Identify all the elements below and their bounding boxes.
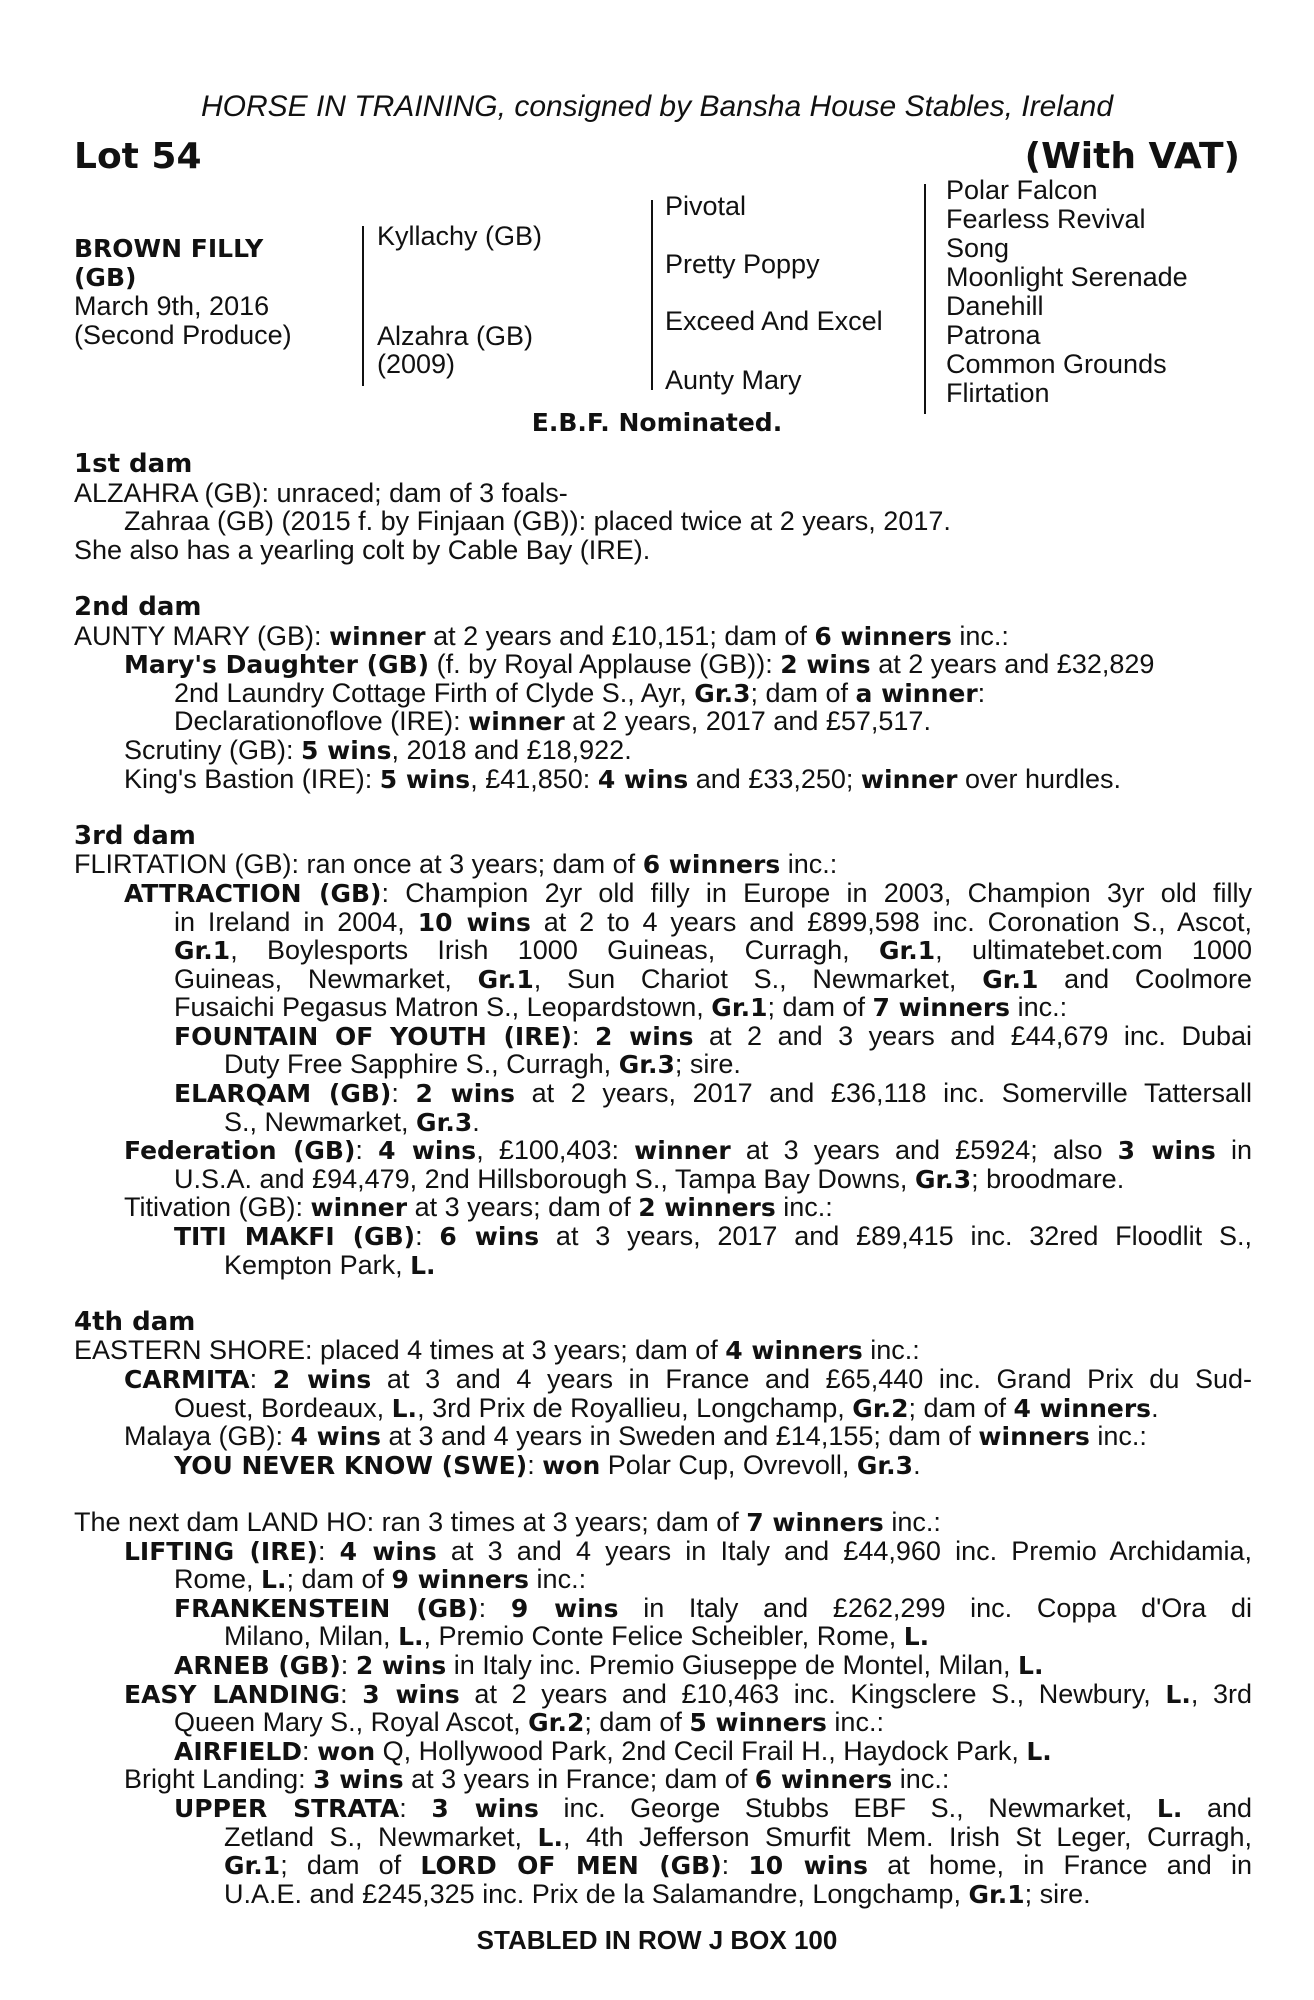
text: at 2 years, 2017 and £57,517.: [564, 706, 931, 737]
catalogue-line: [74, 1765, 1252, 1794]
bold-text: L.: [410, 1250, 436, 1280]
text: U.S.A. and £94,479, 2nd Hillsborough S., Tampa Bay Downs,: [174, 1163, 915, 1194]
text: at 3 years; dam of: [407, 1192, 639, 1223]
text: at 2 years and £32,829: [870, 649, 1155, 680]
text: , Boylesports Irish 1000 Guineas, Curragh,: [230, 935, 879, 966]
foaling-date: March 9th, 2016: [74, 291, 270, 321]
bold-text: LIFTING (IRE): [124, 1536, 318, 1566]
bold-text: 4 wins: [597, 764, 689, 794]
text: FLIRTATION (GB): ran once at 3 years; dam of: [74, 849, 643, 880]
pedigree-divider-1: [362, 226, 364, 386]
bold-text: Gr.3: [416, 1107, 473, 1137]
text: :: [302, 1735, 318, 1766]
catalogue-line: [74, 1108, 1252, 1137]
catalogue-line: [74, 1537, 1252, 1566]
bold-text: L.: [1018, 1650, 1044, 1680]
bold-text: Gr.1: [477, 964, 534, 994]
bold-text: Gr.1: [711, 993, 768, 1023]
bold-text: 7 winners: [872, 993, 1011, 1023]
text: Fusaichi Pegasus Matron S., Leopardstown,: [174, 992, 712, 1023]
section-heading: 3rd dam: [74, 820, 196, 851]
text: inc.:: [529, 1564, 587, 1595]
vat-label: (With VAT): [1024, 136, 1240, 177]
text: at 2 years and £10,151; dam of: [425, 620, 815, 651]
text: and: [1182, 1792, 1253, 1823]
bold-text: winner: [860, 764, 958, 794]
text: Duty Free Sapphire S., Curragh,: [224, 1049, 619, 1080]
catalogue-line: [74, 622, 1252, 651]
bold-text: 10 wins: [417, 907, 531, 937]
section-heading: 4th dam: [74, 1306, 196, 1337]
text: 2nd Laundry Cottage Firth of Clyde S., Ayr,: [174, 677, 695, 708]
bold-text: Gr.2: [852, 1393, 909, 1423]
catalogue-line: [74, 1622, 1252, 1651]
text: Malaya (GB):: [124, 1421, 291, 1452]
bold-text: Gr.3: [914, 1164, 972, 1194]
bold-text: winner: [468, 707, 565, 737]
text: , 3rd: [1190, 1678, 1253, 1709]
text: , ultimatebet.com 1000: [935, 935, 1252, 966]
bold-text: L.: [1026, 1736, 1052, 1766]
bold-text: L.: [1165, 1679, 1191, 1709]
catalogue-line: [74, 1050, 1252, 1079]
bold-text: UPPER STRATA: [174, 1793, 400, 1823]
text: ; sire.: [674, 1049, 741, 1080]
catalogue-line: [74, 1680, 1252, 1709]
text: ; dam of: [908, 1392, 1014, 1423]
bold-text: CARMITA: [124, 1365, 250, 1394]
catalogue-line: [74, 1708, 1252, 1737]
text: ; dam of: [750, 677, 856, 708]
text: inc.:: [1089, 1421, 1147, 1452]
catalogue-line: [74, 1251, 1252, 1280]
bold-text: L.: [391, 1393, 418, 1423]
text: ; dam of: [767, 992, 873, 1023]
bold-text: L.: [398, 1622, 424, 1652]
text: : Champion 2yr old filly in Europe in 2003, Champion 3yr old filly: [381, 877, 1252, 908]
text: S., Newmarket,: [224, 1106, 417, 1137]
catalogue-line: [74, 1165, 1252, 1194]
bold-text: Federation (GB): [124, 1136, 356, 1166]
text: Q, Hollywood Park, 2nd Cecil Frail H., Haydock Park,: [375, 1735, 1027, 1766]
bold-text: EASY LANDING: [124, 1679, 341, 1709]
pedigree-gen3: Moonlight Serenade: [946, 262, 1188, 292]
catalogue-line: [74, 1136, 1252, 1165]
text: Zahraa (GB) (2015 f. by Finjaan (GB)): placed twice at 2 years, 2017.: [124, 506, 951, 537]
text: :: [355, 1135, 379, 1166]
text: at home, in France and in: [867, 1850, 1253, 1881]
dam-year: (2009): [377, 349, 456, 379]
bold-text: winner: [310, 1193, 408, 1223]
text: :: [249, 1364, 273, 1394]
text: .: [472, 1106, 480, 1137]
catalogue-line: [74, 1365, 1252, 1394]
catalogue-line: [74, 1737, 1252, 1766]
text: , £41,850:: [470, 763, 598, 794]
pedigree-gen2: Pretty Poppy: [665, 249, 820, 279]
section-gap: [74, 564, 1252, 593]
bold-text: AIRFIELD: [174, 1736, 303, 1766]
catalogue-line: [74, 1336, 1252, 1365]
catalogue-line: [74, 1022, 1252, 1051]
pedigree-gen3: Patrona: [946, 320, 1041, 350]
text: :: [527, 1449, 543, 1480]
catalogue-line: [74, 1222, 1252, 1251]
catalogue-line: [74, 1508, 1252, 1537]
text: :: [571, 1020, 595, 1051]
bold-text: 5 wins: [379, 764, 471, 794]
text: and £33,250;: [688, 763, 861, 794]
bold-text: 2 wins: [415, 1079, 516, 1109]
catalogue-line: [74, 479, 1252, 508]
stabling-info: STABLED IN ROW J BOX 100: [476, 1925, 838, 1955]
section-heading: 1st dam: [74, 449, 193, 479]
catalogue-line: [74, 908, 1252, 937]
text: The next dam LAND HO: ran 3 times at 3 years; dam of: [74, 1506, 747, 1537]
text: in Ireland in 2004,: [174, 906, 418, 937]
catalogue-line: [74, 679, 1252, 708]
text: at 3 years and £5924; also: [730, 1135, 1118, 1166]
bold-text: 4 winners: [1013, 1393, 1152, 1423]
text: , 2018 and £18,922.: [391, 734, 632, 765]
catalogue-line: [74, 1880, 1252, 1909]
section-gap: [74, 1279, 1252, 1308]
catalogue-line: [74, 993, 1252, 1022]
text: in: [1215, 1135, 1252, 1166]
pedigree-gen3: Common Grounds: [946, 349, 1167, 379]
text: in Italy and £262,299 inc. Coppa d'Ora di: [618, 1592, 1252, 1623]
bold-text: Gr.3: [618, 1050, 675, 1080]
family-notes: [74, 450, 1252, 1908]
text: Declarationoflove (IRE):: [174, 706, 469, 737]
bold-text: a winner: [855, 678, 978, 708]
bold-text: 4 wins: [339, 1536, 437, 1566]
text: at 3 years, 2017 and £89,415 inc. 32red Floodlit S.,: [539, 1221, 1252, 1252]
bold-text: 2 wins: [595, 1021, 694, 1051]
bold-text: L.: [1156, 1793, 1183, 1823]
bold-text: Gr.3: [856, 1450, 914, 1480]
text: , £100,403:: [476, 1135, 635, 1166]
catalogue-line: [74, 1193, 1252, 1222]
catalogue-line: [74, 1851, 1252, 1880]
text: , 3rd Prix de Royallieu, Longchamp,: [417, 1392, 853, 1423]
bold-text: winner: [329, 621, 426, 651]
text: inc.:: [826, 1707, 884, 1738]
text: Polar Cup, Ovrevoll,: [600, 1449, 857, 1480]
bold-text: 9 wins: [510, 1593, 619, 1623]
text: at 2 and 3 years and £44,679 inc. Dubai: [693, 1020, 1252, 1051]
text: Zetland S., Newmarket,: [224, 1821, 538, 1852]
bold-text: 2 wins: [272, 1365, 372, 1394]
section-heading: 2nd dam: [74, 591, 202, 622]
consignment-header: HORSE IN TRAINING, consigned by Bansha House Stables, Ireland: [200, 90, 1114, 123]
pedigree-divider-2: [651, 200, 653, 390]
catalogue-line: [74, 536, 1252, 565]
text: at 2 to 4 years and £899,598 inc. Coronation S., Ascot,: [530, 906, 1252, 937]
text: AUNTY MARY (GB):: [74, 620, 330, 651]
bold-text: 3 wins: [1117, 1136, 1216, 1166]
text: Milano, Milan,: [224, 1621, 399, 1652]
bold-text: 2 wins: [780, 650, 871, 680]
bold-text: YOU NEVER KNOW (SWE): [174, 1450, 528, 1480]
bold-text: 3 wins: [362, 1679, 460, 1709]
bold-text: 4 wins: [290, 1422, 381, 1452]
text: ; sire.: [1024, 1878, 1091, 1909]
bold-text: 3 wins: [431, 1793, 539, 1823]
text: Rome,: [174, 1564, 262, 1595]
text: inc.:: [892, 1764, 950, 1795]
text: inc. George Stubbs EBF S., Newmarket,: [538, 1792, 1157, 1823]
text: , Premio Conte Felice Scheibler, Rome,: [423, 1621, 904, 1652]
text: :: [340, 1678, 363, 1709]
text: at 3 and 4 years in France and £65,440 inc. Grand Prix du Sud-: [371, 1364, 1252, 1394]
catalogue-line: [74, 850, 1252, 879]
catalogue-line: [74, 1451, 1252, 1480]
bold-text: 4 winners: [725, 1336, 863, 1366]
catalogue-line: [74, 650, 1252, 679]
text: inc.:: [780, 849, 838, 880]
bold-text: 5 winners: [689, 1708, 827, 1738]
text: Kempton Park,: [224, 1249, 411, 1280]
bold-text: LORD OF MEN (GB): [420, 1851, 722, 1881]
catalogue-line: [74, 1594, 1252, 1623]
bold-text: 7 winners: [746, 1507, 884, 1537]
text: :: [478, 1592, 511, 1623]
text: Guineas, Newmarket,: [174, 963, 478, 994]
bold-text: Gr.3: [694, 678, 751, 708]
pedigree-gen2: Pivotal: [665, 191, 747, 221]
bold-text: 2 winners: [638, 1193, 776, 1223]
text: at 3 years in France; dam of: [403, 1764, 755, 1795]
text: over hurdles.: [957, 763, 1122, 794]
text: and Coolmore: [1038, 963, 1252, 994]
bold-text: 6 winners: [814, 621, 952, 651]
bold-text: winners: [978, 1422, 1090, 1452]
catalogue-line: [74, 1651, 1252, 1680]
pedigree-gen3: Song: [946, 233, 1010, 263]
bold-text: 6 winners: [754, 1765, 893, 1795]
bold-text: Gr.1: [982, 964, 1039, 994]
bold-text: won: [317, 1736, 376, 1766]
bold-text: L.: [261, 1565, 287, 1595]
text: inc.:: [1010, 992, 1068, 1023]
bold-text: 9 winners: [391, 1565, 530, 1595]
bold-text: FRANKENSTEIN (GB): [174, 1593, 479, 1623]
text: :: [977, 677, 986, 708]
text: Queen Mary S., Royal Ascot,: [174, 1707, 529, 1738]
horse-description: BROWN FILLY: [74, 234, 264, 263]
bold-text: L.: [537, 1822, 563, 1852]
text: :: [340, 1649, 356, 1680]
dam-name: Alzahra (GB): [377, 321, 534, 351]
bold-text: FOUNTAIN OF YOUTH (IRE): [174, 1021, 572, 1051]
text: , 4th Jefferson Smurfit Mem. Irish St Leger, Curragh,: [562, 1821, 1252, 1852]
catalogue-line: [74, 736, 1252, 765]
pedigree-gen3: Polar Falcon: [946, 175, 1098, 205]
text: :: [317, 1535, 340, 1566]
text: , Sun Chariot S., Newmarket,: [533, 963, 983, 994]
pedigree-divider-3: [924, 184, 926, 414]
text: :: [399, 1792, 432, 1823]
sire-name: Kyllachy (GB): [377, 221, 543, 251]
bold-text: won: [542, 1450, 601, 1480]
catalogue-line: [74, 1079, 1252, 1108]
bold-text: 5 wins: [301, 735, 392, 765]
text: King's Bastion (IRE):: [124, 763, 380, 794]
bold-text: winner: [634, 1136, 731, 1166]
text: .: [913, 1449, 921, 1480]
text: Ouest, Bordeaux,: [174, 1392, 392, 1423]
bold-text: TITI MAKFI (GB): [174, 1222, 416, 1252]
text: at 3 and 4 years in Sweden and £14,155; dam of: [381, 1421, 979, 1452]
bold-text: Gr.2: [528, 1708, 585, 1738]
text: (f. by Royal Applause (GB)):: [429, 649, 781, 680]
pedigree-gen3: Fearless Revival: [946, 204, 1146, 234]
pedigree-gen3: Danehill: [946, 291, 1044, 321]
bold-text: Gr.1: [878, 936, 936, 966]
bold-text: 6 winners: [642, 850, 781, 880]
catalogue-line: [74, 965, 1252, 994]
text: Titivation (GB):: [124, 1192, 311, 1223]
bold-text: Gr.1: [224, 1851, 281, 1881]
catalogue-line: [74, 1565, 1252, 1594]
bold-text: 10 wins: [748, 1851, 868, 1881]
text: in Italy inc. Premio Giuseppe de Montel, Milan,: [446, 1649, 1019, 1680]
text: ; dam of: [286, 1564, 392, 1595]
bold-text: Mary's Daughter (GB): [124, 650, 430, 680]
text: :: [391, 1078, 416, 1109]
catalogue-line: [74, 879, 1252, 908]
text: inc.:: [951, 620, 1009, 651]
pedigree-gen2: Exceed And Excel: [665, 306, 883, 336]
pedigree-gen2: Aunty Mary: [665, 365, 802, 395]
text: .: [1151, 1392, 1159, 1423]
bold-text: ELARQAM (GB): [174, 1079, 392, 1109]
catalogue-line: [74, 1823, 1252, 1852]
bold-text: Gr.1: [968, 1879, 1025, 1909]
text: U.A.E. and £245,325 inc. Prix de la Salamandre, Longchamp,: [224, 1878, 969, 1909]
section-gap: [74, 1479, 1252, 1508]
text: Bright Landing:: [124, 1764, 314, 1795]
text: Scrutiny (GB):: [124, 734, 302, 765]
text: inc.:: [862, 1335, 920, 1366]
text: :: [721, 1850, 749, 1881]
catalogue-line: [74, 936, 1252, 965]
bold-text: ATTRACTION (GB): [124, 878, 382, 908]
catalogue-line: [74, 765, 1252, 794]
text: at 3 and 4 years in Italy and £44,960 inc. Premio Archidamia,: [436, 1535, 1253, 1566]
lot-number: Lot 54: [74, 136, 202, 177]
bold-text: 3 wins: [313, 1765, 404, 1795]
bold-text: 4 wins: [378, 1136, 477, 1166]
section-gap: [74, 793, 1252, 822]
text: ; broodmare.: [971, 1163, 1125, 1194]
bold-text: 6 wins: [439, 1222, 540, 1252]
catalogue-line: [74, 1394, 1252, 1423]
text: ALZAHRA (GB): unraced; dam of 3 foals-: [74, 477, 568, 508]
text: at 2 years, 2017 and £36,118 inc. Somerville Tattersall: [515, 1078, 1252, 1109]
text: ; dam of: [280, 1850, 421, 1881]
catalogue-line: [74, 1422, 1252, 1451]
text: EASTERN SHORE: placed 4 times at 3 years; dam of: [74, 1335, 726, 1366]
pedigree-gen3: Flirtation: [946, 378, 1050, 408]
text: inc.:: [775, 1192, 833, 1223]
text: :: [415, 1221, 440, 1252]
bold-text: Gr.1: [174, 936, 231, 966]
bold-text: ARNEB (GB): [174, 1650, 341, 1680]
catalogue-line: [74, 707, 1252, 736]
text: ; dam of: [584, 1707, 690, 1738]
bold-text: L.: [903, 1622, 930, 1652]
text: inc.:: [883, 1506, 941, 1537]
bold-text: 2 wins: [355, 1650, 447, 1680]
text: She also has a yearling colt by Cable Bay (IRE).: [74, 534, 651, 565]
horse-origin: (GB): [74, 263, 137, 292]
ebf-nomination: E.B.F. Nominated.: [531, 408, 783, 437]
catalogue-line: [74, 507, 1252, 536]
produce-number: (Second Produce): [74, 320, 292, 350]
catalogue-line: [74, 1794, 1252, 1823]
text: at 2 years and £10,463 inc. Kingsclere S., Newbury,: [459, 1678, 1166, 1709]
